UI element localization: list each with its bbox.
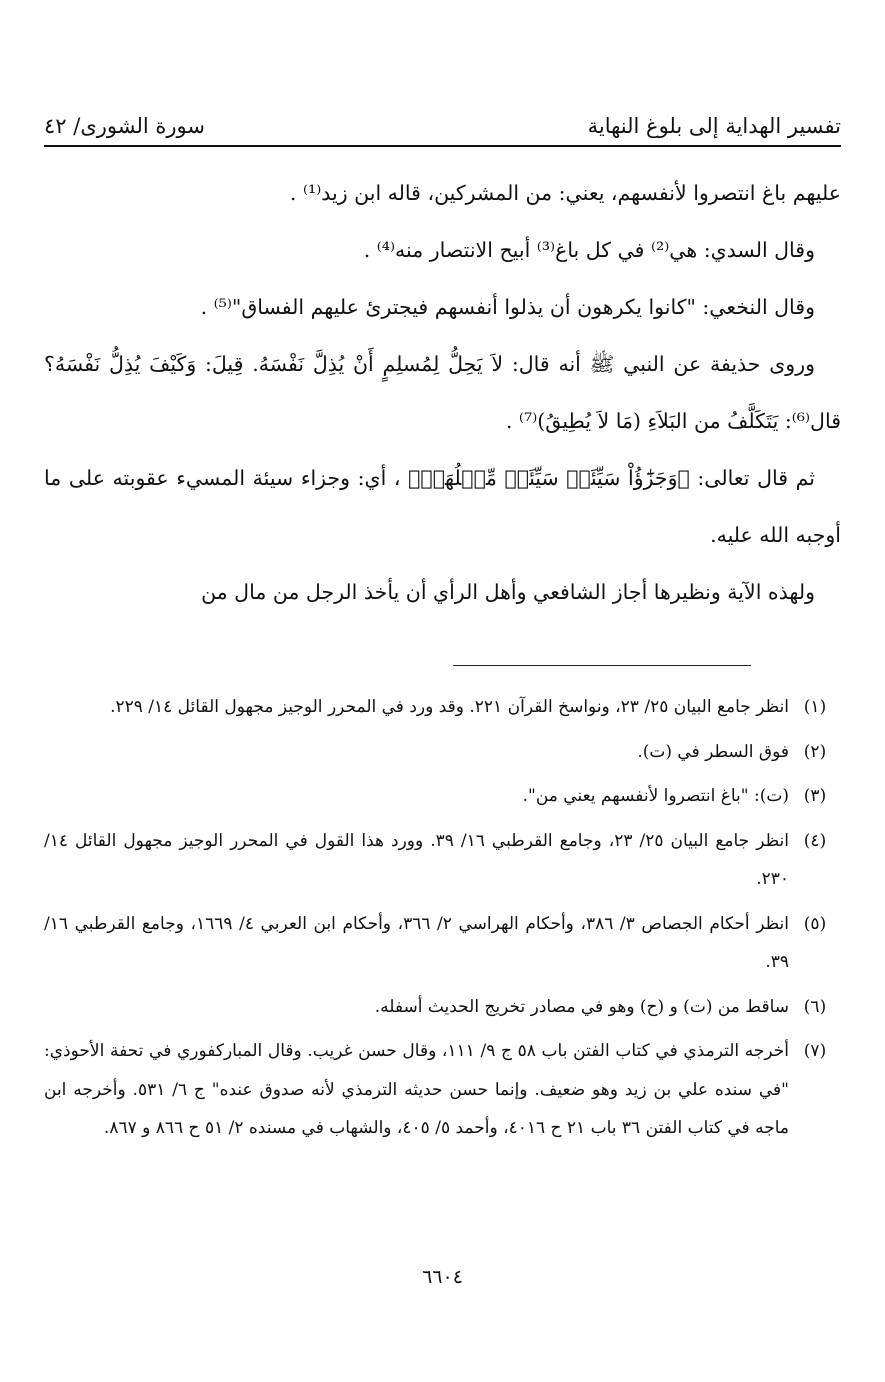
footnote-number: (٧) — [803, 1041, 827, 1061]
paragraph-4: وروى حذيفة عن النبي ﷺ أنه قال: لاَ يَحِلُّ لِمُسلِمٍ أَنْ يُذِلَّ نَفْسَهُ. قِيلَ: وَكَيْفَ يُذِلُّ نَفْسَهُ؟ قال⁽⁶⁾: يَتَكَلَّفُ من البَلاَءِ (مَا لاَ يُطِيقُ)⁽⁷⁾ . — [44, 352, 841, 433]
footnote-number: (٥) — [803, 913, 827, 934]
footnote-item — [44, 777, 841, 816]
footnote-number: (٤) — [803, 830, 827, 851]
footnote-text: انظر أحكام الجصاص ٣/ ٣٨٦، وأحكام الهراسي ٢/ ٣٦٦، وأحكام ابن العربي ٤/ ١٦٦٩، وجامع القرطبي ١٦/ ٣٩. — [44, 913, 789, 972]
footnote-text: أخرجه الترمذي في كتاب الفتن باب ٥٨ ج ٩/ ١١١، وقال حسن غريب. وقال المباركفوري في تحفة الأحوذي: "في سنده علي بن زيد وهو ضعيف. وإنما حسن حديثه الترمذي لأنه صدوق عنده" ج ٦/ ٥٣١. وأخرجه ابن ماجه في كتاب الفتن ٣٦ باب ٢١ ح ٤٠١٦، وأحمد ٥/ ٤٠٥، والشهاب في مسنده ٢/ ٥١ ح ٨٦٦ و ٨٦٧. — [44, 1041, 789, 1138]
running-header — [44, 98, 841, 138]
footnote-text: (ت): "باغ انتصروا لأنفسهم يعني من". — [522, 786, 789, 806]
footnote-text: انظر جامع البيان ٢٥/ ٢٣، ونواسخ القرآن ٢٢١. وقد ورد في المحرر الوجيز مجهول القائل ١٤/ ٢٢٩. — [110, 697, 789, 717]
main-text — [44, 165, 841, 621]
footnote-item — [44, 988, 841, 1027]
paragraph-3: وقال النخعي: "كانوا يكرهون أن يذلوا أنفسهم فيجترئ عليهم الفساق"⁽⁵⁾ . — [200, 295, 815, 319]
footnote-text: ساقط من (ت) و (ح) وهو في مصادر تخريج الحديث أسفله. — [374, 996, 789, 1017]
footnote-text: انظر جامع البيان ٢٥/ ٢٣، وجامع القرطبي ١٦/ ٣٩. وورد هذا القول في المحرر الوجيز مجهول القائل ١٤/ ٢٣٠. — [44, 830, 789, 889]
footnote-number: (٣) — [803, 786, 827, 806]
footnote-item — [44, 733, 841, 772]
footnote-item — [44, 822, 841, 899]
book-title: تفسير الهداية إلى بلوغ النهاية — [587, 114, 841, 138]
header-divider — [44, 145, 841, 147]
footnote-number: (١) — [803, 697, 827, 717]
footnotes — [44, 688, 841, 1154]
footnote-divider — [453, 665, 751, 666]
footnote-item — [44, 905, 841, 982]
paragraph-1: عليهم باغ انتصروا لأنفسهم، يعني: من المشركين، قاله ابن زيد⁽¹⁾ . — [289, 181, 841, 205]
page-number: ٦٦٠٤ — [422, 1266, 463, 1288]
footnote-number: (٦) — [803, 996, 827, 1017]
footnote-number: (٢) — [803, 741, 827, 762]
paragraph-6: ولهذه الآية ونظيرها أجاز الشافعي وأهل الرأي أن يأخذ الرجل من مال من — [201, 580, 815, 604]
footnote-item — [44, 688, 841, 727]
footnote-text: فوق السطر في (ت). — [637, 741, 789, 762]
surah-reference: سورة الشورى/ ٤٢ — [44, 114, 205, 138]
footnote-item — [44, 1032, 841, 1148]
paragraph-2: وقال السدي: هي⁽²⁾ في كل باغ⁽³⁾ أبيح الانتصار منه⁽⁴⁾ . — [363, 238, 815, 262]
paragraph-5: ثم قال تعالى: ﴿وَجَزَٰٓؤُاْ سَيِّئَةٖ سَيِّئَةٞ مِّثۡلُهَاۖ﴾ ، أي: وجزاء سيئة المسيء عقوبته على ما أوجبه الله عليه. — [44, 466, 841, 547]
